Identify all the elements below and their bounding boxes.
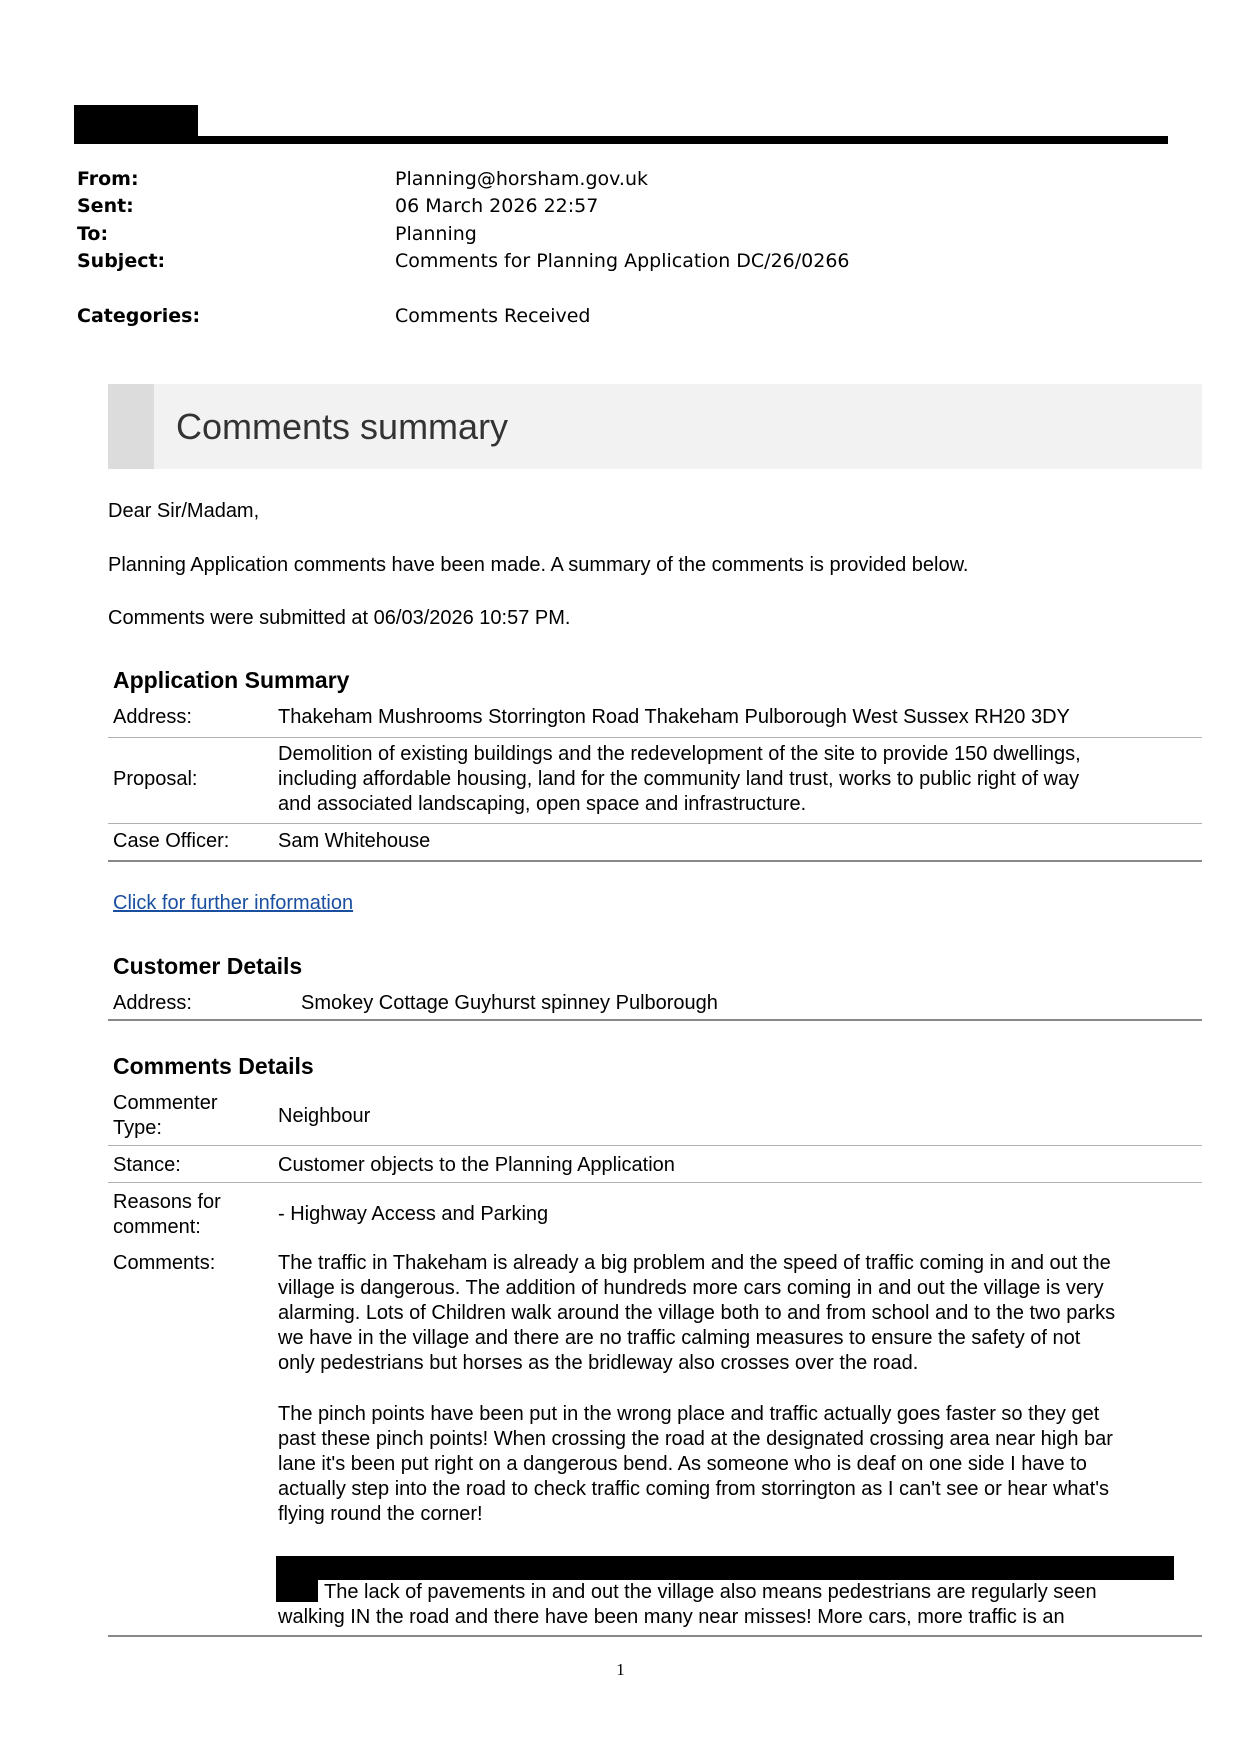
subject-value: Comments for Planning Application DC/26/0266	[395, 250, 850, 272]
divider	[108, 860, 1202, 862]
comment-p1-line-3: alarming. Lots of Children walk around the village both to and from school and to the two parks	[278, 1302, 1116, 1324]
commenter-type-label-1: Commenter	[113, 1092, 218, 1114]
stance-value: Customer objects to the Planning Application	[278, 1154, 675, 1176]
divider	[108, 1145, 1202, 1146]
commenter-type-value: Neighbour	[278, 1105, 371, 1127]
header-rule	[74, 136, 1168, 144]
comment-p1-line-1: The traffic in Thakeham is already a big problem and the speed of traffic coming in and out the	[278, 1252, 1111, 1274]
comments-details-title: Comments Details	[113, 1053, 314, 1079]
reasons-label-1: Reasons for	[113, 1191, 221, 1213]
customer-details-title: Customer Details	[113, 953, 303, 979]
further-information-link[interactable]: Click for further information	[113, 892, 354, 914]
comment-p1-line-2: village is dangerous. The addition of hundreds more cars coming in and out the village is very	[278, 1277, 1104, 1299]
comment-p2-line-4: actually step into the road to check traffic coming from storrington as I can't see or hear what's	[278, 1478, 1110, 1500]
redaction-bar	[276, 1556, 1174, 1580]
case-officer-label: Case Officer:	[113, 830, 230, 852]
divider	[108, 737, 1202, 738]
proposal-line-1: Demolition of existing buildings and the redevelopment of the site to provide 150 dwellings,	[278, 743, 1081, 765]
banner-title: Comments summary	[176, 406, 509, 447]
comment-p1-line-4: we have in the village and there are no traffic calming measures to ensure the safety of not	[278, 1327, 1081, 1349]
proposal-line-3: and associated landscaping, open space and infrastructure.	[278, 793, 807, 815]
to-value: Planning	[395, 223, 477, 245]
divider	[108, 1182, 1202, 1183]
commenter-type-label-2: Type:	[113, 1117, 162, 1139]
comment-p1-line-5: only pedestrians but horses as the bridleway also crosses over the road.	[278, 1352, 919, 1374]
comment-p2-line-2: past these pinch points! When crossing the road at the designated crossing area near high bar	[278, 1428, 1113, 1450]
proposal-label: Proposal:	[113, 768, 198, 790]
greeting: Dear Sir/Madam,	[108, 500, 260, 522]
stance-label: Stance:	[113, 1154, 181, 1176]
customer-address-label: Address:	[113, 992, 192, 1014]
categories-label: Categories:	[77, 305, 201, 327]
comment-p2-line-5: flying round the corner!	[278, 1503, 483, 1525]
divider	[108, 1019, 1202, 1021]
comments-label: Comments:	[113, 1252, 216, 1274]
customer-address-value: Smokey Cottage Guyhurst spinney Pulborough	[301, 992, 718, 1014]
app-address-label: Address:	[113, 706, 192, 728]
from-value: Planning@horsham.gov.uk	[395, 168, 648, 190]
divider	[108, 823, 1202, 824]
page-number: 1	[616, 1660, 625, 1679]
reasons-label-2: comment:	[113, 1216, 201, 1238]
case-officer-value: Sam Whitehouse	[278, 830, 431, 852]
sent-value: 06 March 2026 22:57	[395, 195, 599, 217]
intro-text: Planning Application comments have been made. A summary of the comments is provided below.	[108, 554, 969, 576]
to-label: To:	[77, 223, 109, 245]
subject-label: Subject:	[77, 250, 166, 272]
reasons-value: - Highway Access and Parking	[278, 1203, 549, 1225]
sent-label: Sent:	[77, 195, 134, 217]
comment-p2-line-1: The pinch points have been put in the wrong place and traffic actually goes faster so they get	[278, 1403, 1100, 1425]
categories-value: Comments Received	[395, 305, 591, 327]
app-address-value: Thakeham Mushrooms Storrington Road Thakeham Pulborough West Sussex RH20 3DY	[278, 706, 1070, 728]
comment-p2-line-3: lane it's been put right on a dangerous bend. As someone who is deaf on one side I have to	[278, 1453, 1087, 1475]
divider	[108, 1635, 1202, 1637]
proposal-line-2: including affordable housing, land for the community land trust, works to public right of way	[278, 768, 1080, 790]
comment-p3-line-2: walking IN the road and there have been many near misses! More cars, more traffic is an	[278, 1606, 1065, 1628]
from-label: From:	[77, 168, 139, 190]
banner-accent	[108, 384, 154, 469]
comments-summary-banner	[108, 384, 1202, 469]
redaction-block	[276, 1578, 318, 1602]
comment-p3-line-1: The lack of pavements in and out the village also means pedestrians are regularly seen	[324, 1581, 1097, 1603]
application-summary-title: Application Summary	[113, 667, 350, 693]
submitted-text: Comments were submitted at 06/03/2026 10:57 PM.	[108, 607, 571, 629]
